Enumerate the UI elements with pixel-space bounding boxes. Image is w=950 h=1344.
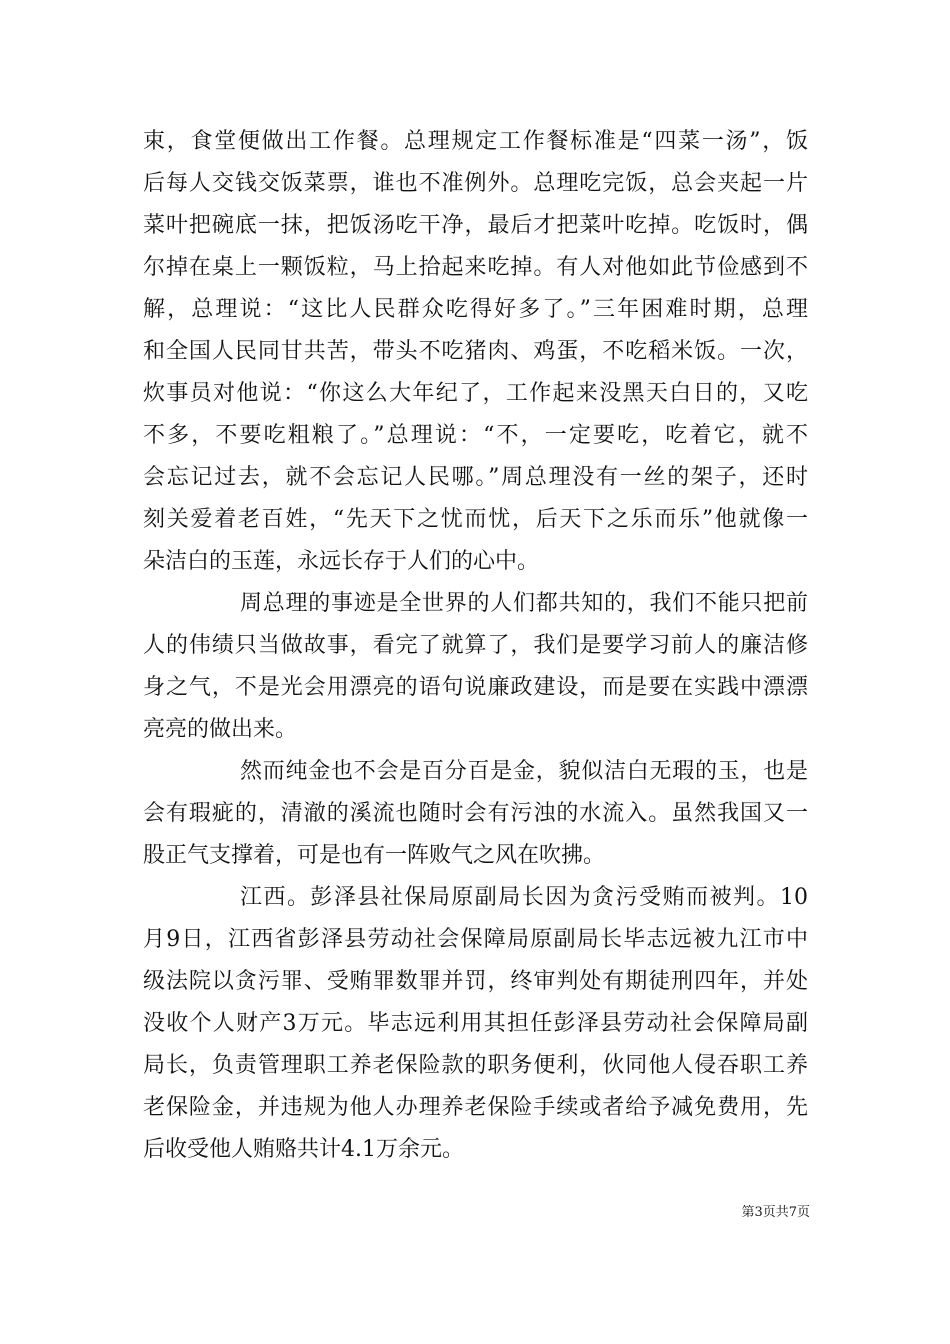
text-line: 身之气，不是光会用漂亮的语句说廉政建设，而是要在实践中漂漂 — [143, 675, 808, 700]
text-line: 尔掉在桌上一颗饭粒，马上拾起来吃掉。有人对他如此节俭感到不 — [143, 255, 808, 280]
text-line: 会有瑕疵的，清澈的溪流也随时会有污浊的水流入。虽然我国又一 — [143, 801, 808, 826]
text-line: 级法院以贪污罪、受贿罪数罪并罚，终审判处有期徒刑四年，并处 — [143, 969, 808, 994]
text-line: 解，总理说：“这比人民群众吃得好多了。”三年困难时期，总理 — [143, 297, 808, 322]
text-line: 刻关爱着老百姓，“先天下之忧而忧，后天下之乐而乐”他就像一 — [143, 507, 808, 532]
text-line: 菜叶把碗底一抹，把饭汤吃干净，最后才把菜叶吃掉。吃饭时，偶 — [143, 213, 808, 238]
text-line: 江西。彭泽县社保局原副局长因为贪污受贿而被判。10 — [240, 885, 808, 910]
text-line: 局长，负责管理职工养老保险款的职务便利，伙同他人侵吞职工养 — [143, 1053, 808, 1078]
text-line: 后每人交钱交饭菜票，谁也不准例外。总理吃完饭，总会夹起一片 — [143, 171, 808, 196]
text-line: 月9日，江西省彭泽县劳动社会保障局原副局长毕志远被九江市中 — [143, 927, 808, 952]
text-line: 没收个人财产3万元。毕志远利用其担任彭泽县劳动社会保障局副 — [143, 1011, 808, 1036]
text-line: 亮亮的做出来。 — [143, 717, 298, 742]
text-line: 会忘记过去，就不会忘记人民哪。”周总理没有一丝的架子，还时 — [143, 465, 808, 490]
text-line: 老保险金，并违规为他人办理养老保险手续或者给予减免费用，先 — [143, 1095, 808, 1120]
text-line: 不多，不要吃粗粮了。”总理说：“不，一定要吃，吃着它，就不 — [143, 423, 808, 448]
text-line: 股正气支撑着，可是也有一阵败气之风在吹拂。 — [143, 843, 606, 868]
text-line: 然而纯金也不会是百分百是金，貌似洁白无瑕的玉，也是 — [240, 759, 808, 784]
text-line: 人的伟绩只当做故事，看完了就算了，我们是要学习前人的廉洁修 — [143, 633, 808, 658]
text-line: 后收受他人贿赂共计4.1万余元。 — [143, 1137, 464, 1162]
page-number: 第3页共7页 — [741, 1205, 810, 1220]
text-line: 周总理的事迹是全世界的人们都共知的，我们不能只把前 — [240, 591, 808, 616]
text-line: 和全国人民同甘共苦，带头不吃猪肉、鸡蛋，不吃稻米饭。一次， — [143, 339, 808, 364]
text-line: 炊事员对他说：“你这么大年纪了，工作起来没黑天白日的，又吃 — [143, 381, 808, 406]
text-line: 束，食堂便做出工作餐。总理规定工作餐标准是“四菜一汤”，饭 — [143, 129, 808, 154]
text-line: 朵洁白的玉莲，永远长存于人们的心中。 — [143, 549, 540, 574]
